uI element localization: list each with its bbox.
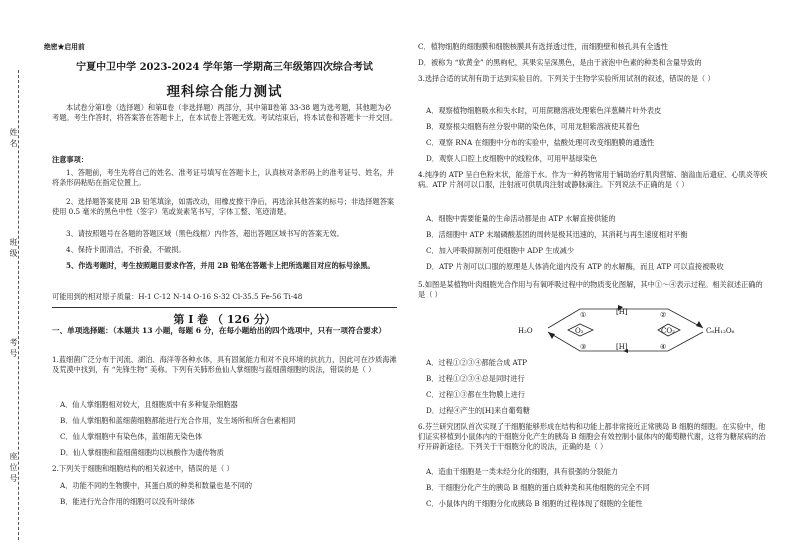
side-label-class: 班级 [9,238,18,260]
q4-option-d: D．ATP 片剂可以口服的原理是人体消化道内没有 ATP 的水解酶，而且 ATP 可以直接被吸收 [426,262,724,271]
side-label-exam-no: 考号 [9,338,18,360]
label-co2: CO₂ [661,327,675,335]
q4-option-c: C．加入呼吸抑制剂可使细胞中 ADP 生成减少 [426,246,575,255]
label-step-4: ④ [660,343,667,351]
q1-stem: 1.蓝细菌广泛分布于河流、湖泊、海洋等各种水体，具有固氮能力和对不良环境的抗抗力，因此可在沙质海滩及荒漠中找到，有 “先锋生物” 美称。下列有关肺形鱼仙人掌细胞与蓝细菌细胞的说法，错误的是（ ） [52,355,397,375]
label-h-top: [H] [616,308,628,316]
q6-option-c: C．小鼠体内的干细胞分化成胰岛 B 细胞的过程体现了细胞的全能性 [426,499,643,508]
section1-heading: 一、单项选择题：（本题共 13 小题，每题 6 分，在每小题给出的四个选项中，只有一项符合要求） [52,326,386,335]
q5-option-b: B．过程①②③④总是同时进行 [426,374,525,383]
q6-stem: 6.芬兰研究团队首次实现了干细胞能够形成在结构和功能上都非常接近正常胰岛 B 细胞的细胞。在实验中，他们证实移植到小鼠体内的干细胞分化产生的胰岛 B 细胞会有效控制小鼠体内的葡萄糖代谢，这将为糖尿病的治疗开辟新途径。下列关于干细胞分化的说法，正确的是（ ） [418,422,766,452]
q5-stem: 5.如图是某植物叶肉细胞光合作用与有氧呼吸过程中的物质变化图解，其中①～④表示过程。相关叙述正确的是（ ） [418,280,763,300]
q5-option-c: C．过程①③都在生物膜上进行 [426,390,525,399]
q4-stem: 4.纯净的 ATP 呈白色粉末状，能溶于水。作为一种药物常用于辅助治疗肌肉营缩、脑溢血后遗症、心肌炎等疾病。ATP 片剂可以口服，注射液可供肌肉注射或静脉滴注。下列说法不正确的是（ ） [418,170,768,190]
q3-option-a: A．观察植物细胞吸水和失水时，可用蔗糖溶液处理紫色洋葱鳞片叶外表皮 [426,106,662,115]
section1-title: 第 Ⅰ 卷 （ 126 分） [173,313,276,326]
q1-option-a: A．仙人掌细胞相对较大，且细胞质中有多种复杂细胞器 [60,400,238,409]
label-step-2: ② [660,311,667,319]
q1-option-b: B．仙人掌细胞和蓝细菌细胞都能进行光合作用，发生场所和所含色素相同 [60,416,296,425]
q3-option-d: D．观察人口腔上皮细胞中的线粒体，可用甲基绿染色 [426,154,598,163]
atomic-mass-line: 可能用到的相对原子质量：H-1 C-12 N-14 O-16 S-32 Cl-35.5 Fe-56 Ti-48 [52,292,303,301]
school-line: 宁夏中卫中学 2023-2024 学年第一学期高三年级第四次综合考试 [76,62,373,73]
q2-option-c: C．植物细胞的细胞膜和细胞核膜具有选择透过性，而细胞壁和核孔具有全透性 [418,42,668,51]
note-1: 1、答题前，考生先将自己的姓名、准考证号填写在答题卡上，认真核对条形码上的准考证号、姓名，并将条形码粘贴在指定位置上。 [52,168,395,188]
q1-option-d: D．仙人掌细胞和蓝细菌细胞均以核酸作为遗传物质 [60,448,224,457]
secret-tag: 绝密★启用前 [44,43,85,51]
section-divider [52,307,397,308]
q2-option-b: B．能进行光合作用的细胞可以没有叶绿体 [60,497,195,506]
q2-option-d: D．被称为 “软黄金” 的黑枸杞，其果实呈深黑色，是由于液泡中色素的种类和含量导致的 [418,58,702,67]
arrow-head-2 [696,321,703,328]
q4-option-b: B．活细胞中 ATP 末端磷酸基团的周转是极其迅速的，其消耗与再生速度相对平衡 [426,230,688,239]
side-label-name: 姓名 [9,128,18,150]
notes-title: 注意事项： [52,155,88,164]
label-glucose: C₆H₁₂O₆ [706,327,735,335]
note-4: 4、保持卡面清洁，不折叠，不破损。 [66,245,186,254]
q2-option-a: A．功能不同的生物膜中，其蛋白质的种类和数量也是不同的 [60,481,253,490]
side-label-seat: 座位号 [9,452,18,485]
note-2: 2、选择题答案使用 2B 铅笔填涂，如需改动，用橡皮擦干净后，再选涂其他答案的标号；非选择题答案使用 0.5 毫米的黑色中性（签字）笔或炭素笔书写，字体工整、笔迹清楚。 [52,197,395,217]
q5-option-a: A．过程①②③④都能合成 ATP [426,358,527,367]
q2-stem: 2.下列关于细胞和细胞结构的相关叙述中，错误的是（ ） [52,464,234,473]
paper-title: 理科综合能力测试 [166,84,283,100]
label-h2o: H₂O [518,327,533,335]
intro-text: 本试卷分第Ⅰ卷（选择题）和第Ⅱ卷（非选择题）两部分，其中第Ⅱ卷第 33-38 题为选考题，其他题为必考题。考生作答时，将答案答在答题卡上，在本试卷上答题无效。考试结束后，将本试卷和答题卡一并交回。 [52,103,398,123]
label-step-1: ① [580,311,587,319]
label-step-3: ③ [580,343,587,351]
q4-option-a: A．细胞中需要能量的生命活动都是由 ATP 水解直接供能的 [426,214,616,223]
note-3: 3、请按照题号在各题的答题区域（黑色线框）内作答，超出答题区域书写的答案无效。 [66,229,344,238]
q6-option-a: A．造血干细胞是一类未经分化的细胞，具有很强的分裂能力 [426,467,619,476]
q5-cycle-diagram [518,304,738,356]
q3-option-b: B．观察根尖细胞有丝分裂中期的染色体，可用龙胆紫溶液使其着色 [426,122,640,131]
q5-option-d: D．过程④产生的[H]来自葡萄糖 [426,406,530,415]
label-o2: O₂ [575,327,584,335]
q3-stem: 3.选择合适的试剂有助于达到实验目的。下列关于生物学实验所用试剂的叙述，错误的是（ ） [418,74,715,83]
q6-option-b: B．干细胞分化产生的胰岛 B 细胞的蛋白质种类和其他细胞的完全不同 [426,483,650,492]
arrow-head-4 [548,332,555,339]
q1-option-c: C．仙人掌细胞中有染色体，蓝细菌无染色体 [60,432,203,441]
note-5: 5、作选考题时，考生按照题目要求作答，并用 2B 铅笔在答题卡上把所选题目对应的标号涂黑。 [66,261,375,270]
q3-option-c: C．观察 RNA 在细胞中分布的实验中，盐酸处理可改变细胞膜的通透性 [426,138,655,147]
label-h-bottom: [H] [616,343,628,351]
